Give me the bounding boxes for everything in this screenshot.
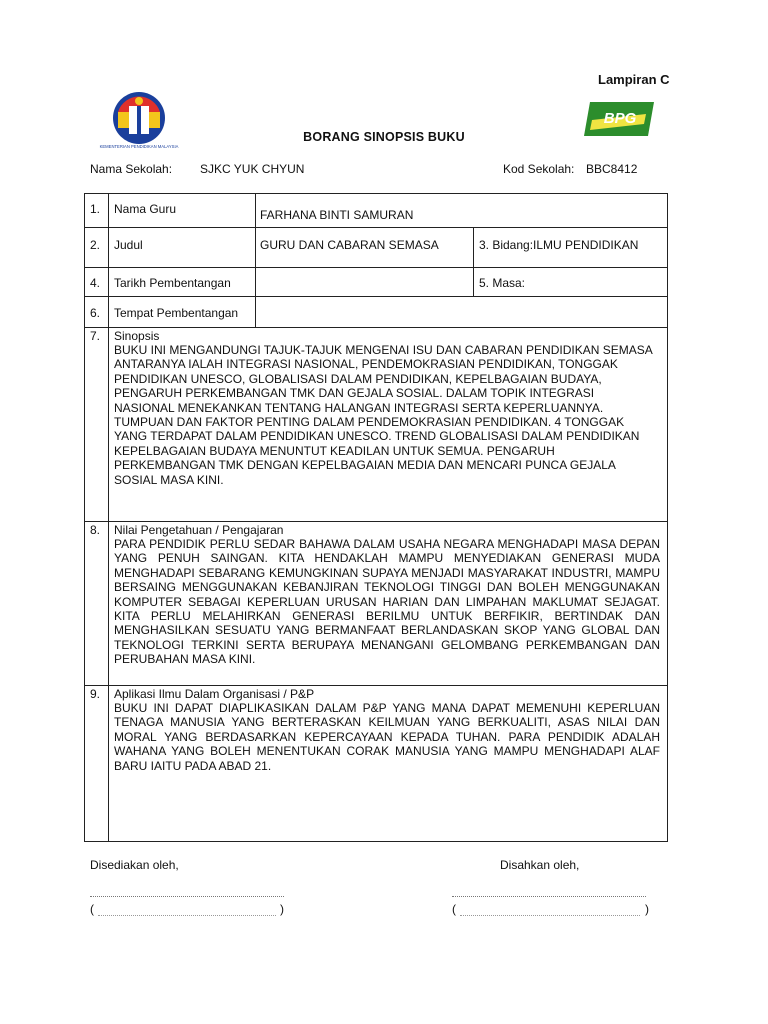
- table-row-line: [84, 521, 668, 522]
- time-label: 5. Masa:: [479, 276, 526, 290]
- approved-by-signature-line: [452, 896, 646, 897]
- field-value: 3. Bidang:ILMU PENDIDIKAN: [479, 238, 639, 252]
- table-row-line: [84, 296, 668, 297]
- synopsis-label: Sinopsis: [114, 329, 160, 343]
- appendix-label: Lampiran C: [598, 72, 670, 87]
- teacher-name-label: Nama Guru: [114, 202, 177, 216]
- table-border-top: [84, 193, 668, 194]
- prepared-by-open-paren: (: [90, 902, 94, 916]
- approved-by-name-line: [460, 915, 640, 916]
- row-number: 4.: [90, 276, 101, 290]
- prepared-by-close-paren: ): [280, 902, 284, 916]
- table-row-line: [84, 267, 668, 268]
- table-row-line: [84, 227, 668, 228]
- school-code-label: Kod Sekolah:: [503, 162, 575, 176]
- row-number: 2.: [90, 238, 101, 252]
- application-text: BUKU INI DAPAT DIAPLIKASIKAN DALAM P&P YANG MANA DAPAT MEMENUHI KEPERLUAN TENAGA MANUSIA YANG BERTERASKAN KEILMUAN YANG BERKUALITI, ASAS NILAI DAN MORAL YANG BERDASARKAN KEPERCAYAAN KEPADA TUHAN. PARA PENDIDIK ADALAH WAHANA YANG BOLEH MENENTUKAN CORAK MANUSIA YANG MAMPU MENGHADAPI ALAF BARU IAITU PADA ABAD 21.: [114, 701, 660, 773]
- row-number: 8.: [90, 523, 101, 537]
- table-divider-label: [255, 193, 256, 327]
- table-border-right: [667, 193, 668, 842]
- form-title: BORANG SINOPSIS BUKU: [303, 130, 465, 144]
- title-label: Judul: [114, 238, 143, 252]
- school-name-label: Nama Sekolah:: [90, 162, 173, 176]
- knowledge-value-text: PARA PENDIDIK PERLU SEDAR BAHAWA DALAM USAHA NEGARA MENGHADAPI MASA DEPAN YANG PENUH SAINGAN. KITA HENDAKLAH MAMPU MENYEDIAKAN GENERASI MUDA MENGHADAPI SEBARANG KEMUNGKINAN SUPAYA MENJADI MASYARAKAT INDUSTRI, MAMPU BERSAING MENGGUNAKAN KEBANJIRAN TEKNOLOGI TINGGI DAN BOLEH MENGGUNAKAN KOMPUTER SEBAGAI KEPERLUAN URUSAN HARIAN DAN LIMPAHAN MAKLUMAT SEJAGAT. KITA PERLU MELAHIRKAN GENERASI BERILMU UNTUK BERFIKIR, BERTINDAK DAN MENGHASILKAN SESUATU YANG BERMANFAAT BERLANDASKAN SKOP YANG GLOBAL DAN TEKNOLOGI TERKINI SERTA BERUPAYA MENANGANI GELOMBANG PERKEMBANGAN DAN PERUBAHAN MASA KINI.: [114, 537, 660, 667]
- table-row-line: [84, 327, 668, 328]
- school-code-value: BBC8412: [586, 162, 638, 176]
- table-divider-num: [108, 193, 109, 842]
- application-label: Aplikasi Ilmu Dalam Organisasi / P&P: [114, 687, 315, 701]
- approved-by-close-paren: ): [645, 902, 649, 916]
- presentation-date-label: Tarikh Pembentangan: [114, 276, 231, 290]
- synopsis-text: BUKU INI MENGANDUNGI TAJUK-TAJUK MENGENAI ISU DAN CABARAN PENDIDIKAN SEMASA ANTARANYA IALAH INTEGRASI NASIONAL, PENDEMOKRASIAN PENDIDIKAN, TONGGAK PENDIDIKAN UNESCO, GLOBALISASI DALAM PENDIDIKAN, KEPELBAGAIAN BUDAYA, PENGARUH PERKEMBANGAN TMK DAN GEJALA SOSIAL. DALAM TOPIK INTEGRASI NASIONAL MENEKANKAN TENTANG HALANGAN INTEGRASI SERTA KEPERLUANNYA. TUMPUAN DAN FAKTOR PENTING DALAM PENDEMOKRASIAN PENDIDIKAN. 4 TONGGAK YANG TERDAPAT DALAM PENDIDIKAN UNESCO. TREND GLOBALISASI DALAM PENDIDIKAN KEPELBAGAIAN BUDAYA MENUNTUT KEADILAN UNTUK SEMUA. PENGARUH PERKEMBANGAN TMK DENGAN KEPELBAGAIAN MEDIA DAN MENCARI PUNCA GEJALA SOSIAL MASA KINI.: [114, 343, 653, 487]
- row-number: 6.: [90, 306, 101, 320]
- bpg-logo-text: BPG: [603, 110, 637, 127]
- knowledge-value-label: Nilai Pengetahuan / Pengajaran: [114, 523, 284, 537]
- prepared-by-name-line: [98, 915, 276, 916]
- table-row-line: [84, 685, 668, 686]
- table-divider-extra: [473, 227, 474, 296]
- table-border-left: [84, 193, 85, 842]
- school-name-value: SJKC YUK CHYUN: [200, 162, 305, 176]
- logo-caption: KEMENTERIAN PENDIDIKAN MALAYSIA: [99, 144, 179, 149]
- table-border-bottom: [84, 841, 668, 842]
- prepared-by-label: Disediakan oleh,: [90, 858, 179, 872]
- teacher-name-value: FARHANA BINTI SAMURAN: [260, 208, 414, 222]
- prepared-by-signature-line: [90, 896, 284, 897]
- title-value: GURU DAN CABARAN SEMASA: [260, 238, 439, 252]
- row-number: 9.: [90, 687, 101, 701]
- approved-by-label: Disahkan oleh,: [500, 858, 580, 872]
- approved-by-open-paren: (: [452, 902, 456, 916]
- presentation-place-label: Tempat Pembentangan: [114, 306, 239, 320]
- row-number: 1.: [90, 202, 101, 216]
- row-number: 7.: [90, 329, 101, 343]
